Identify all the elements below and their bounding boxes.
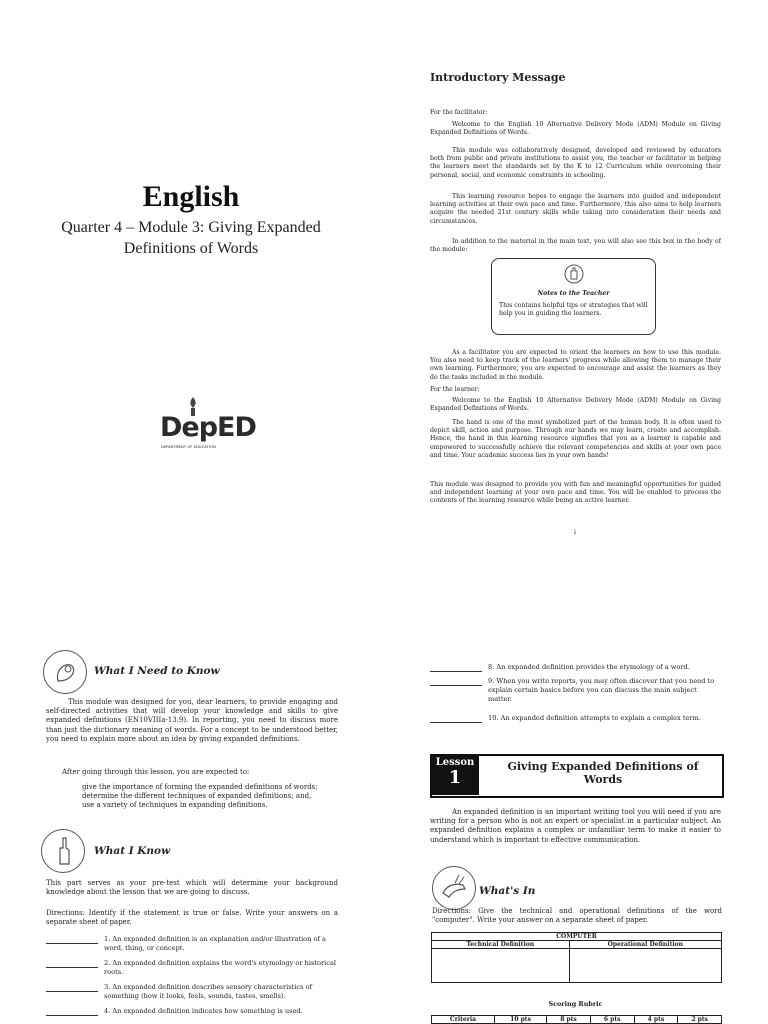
page-number: i: [574, 529, 576, 536]
rubric-header: 10 pts: [494, 1016, 546, 1024]
know-item-1: 1. An expanded definition is an explanation and/or illustration of a word, thing, or concept.: [46, 935, 336, 953]
intro-paragraph-5: As a facilitator you are expected to orient the learners on how to use this module. You also need to keep track of the learners' progress while allowing them to manage their own learning. Furthermore, you are expected to encourage and assist the learners as they do the tasks included in the module.: [430, 349, 721, 381]
know-item-10: 10. An expanded definition attempts to explain a complex term.: [430, 714, 720, 723]
what-i-know-icon: [41, 829, 85, 873]
technical-answer-cell[interactable]: [432, 949, 570, 983]
know-item-2: 2. An expanded definition explains the word's etymology or historical roots.: [46, 959, 336, 977]
answer-blank: [430, 722, 482, 723]
know-item-4: 4. An expanded definition indicates how something is used.: [46, 1007, 336, 1016]
lesson-label: Lesson: [435, 757, 475, 768]
intro-paragraph-4: In addition to the material in the main text, you will also see this box in the body of the module:: [430, 238, 721, 254]
objective-1: give the importance of forming the expanded definitions of words;: [82, 783, 318, 791]
objective-2: determine the different techniques of expanded definitions; and,: [82, 792, 312, 800]
objectives-intro: After going through this lesson, you are expected to:: [62, 768, 250, 776]
answer-blank: [46, 943, 98, 944]
intro-paragraph-8: This module was designed to provide you with fun and meaningful opportunities for guided and independent learning at your own pace and time. You will be enabled to process the contents of the learning resource while being an active learner.: [430, 481, 721, 505]
box-text: This contains helpful tips or strategies that will help you in guiding the learners.: [499, 302, 648, 318]
answer-blank: [46, 991, 98, 992]
rubric-header: 8 pts: [547, 1016, 591, 1024]
lesson-paragraph: An expanded definition is an important writing tool you will need if you are writing for a person who is not an expert or specialist in a particular subject. An expanded definition explains a complex or unfamiliar term to make it easier to understand which is important to effective communication.: [430, 808, 721, 844]
whats-in-title: What's In: [479, 885, 536, 897]
know-item-9: 9. When you write reports, you may often discover that you need to explain certain basics before you can discuss the main subject matter.: [430, 677, 720, 704]
notes-to-teacher-box: [491, 258, 656, 335]
scoring-rubric-table: [431, 1015, 722, 1024]
what-i-know-directions: Directions: Identify if the statement is true or false. Write your answers on a separate sheet of paper.: [46, 909, 338, 927]
intro-paragraph-3: This learning resource hopes to engage the learners into guided and independent learning activities at their own pace and time. Furthermore, this also aims to help learners acquire the needed 21st century skills while taking into consideration their needs and circumstances.: [430, 193, 721, 225]
operational-answer-cell[interactable]: [569, 949, 721, 983]
for-facilitator-label: For the facilitator:: [430, 109, 488, 116]
intro-heading: Introductory Message: [430, 71, 566, 84]
rubric-header: 6 pts: [590, 1016, 634, 1024]
table-header-operational: Operational Definition: [569, 941, 721, 949]
lesson-number: 1: [448, 767, 462, 788]
lesson-tag: [431, 755, 479, 795]
teacher-hand-icon: [564, 263, 584, 285]
know-item-8: 8. An expanded definition provides the etymology of a word.: [430, 663, 720, 672]
cover-subtitle: Quarter 4 – Module 3: Giving Expanded Definitions of Words: [61, 219, 321, 257]
rubric-header: 2 pts: [678, 1016, 722, 1024]
what-i-know-title: What I Know: [94, 845, 171, 857]
lesson-title: Giving Expanded Definitions of Words: [507, 760, 699, 786]
whats-in-directions: Directions: Give the technical and operational definitions of the word "computer". Write your answer on a separate sheet of paper.: [432, 907, 722, 925]
computer-definition-table: [431, 932, 722, 983]
intro-paragraph-2: This module was collaboratively designed, developed and reviewed by educators both from public and private institutions to assist you, the teacher or facilitator in helping the learners meet the standards set by the K to 12 Curriculum while overcoming their personal, social, and economic constraints in schooling.: [430, 147, 721, 179]
logo-text: DepED: [160, 412, 256, 443]
for-learner-label: For the learner:: [430, 386, 480, 393]
cover-title: English: [142, 180, 240, 213]
rubric-header: 4 pts: [634, 1016, 678, 1024]
what-i-know-paragraph: This part serves as your pre-test which will determine your background knowledge about the lesson that we are going to discuss.: [46, 879, 338, 897]
answer-blank: [430, 685, 482, 686]
deped-logo: [160, 408, 256, 456]
need-to-know-title: What I Need to Know: [94, 665, 220, 677]
logo-caption: DEPARTMENT OF EDUCATION: [161, 445, 216, 449]
need-to-know-paragraph: This module was designed for you, dear learners, to provide engaging and self-directed activities that will develop your knowledge and skills to give expanded definitions (EN10VIIIa-13.9). In reporting, you need to discuss more than just the dictionary meaning of words. For a concept to be understood better, you need to explain more about an idea by giving expanded definitions.: [46, 698, 338, 743]
answer-blank: [430, 671, 482, 672]
objective-3: use a variety of techniques in expanding definitions.: [82, 801, 268, 809]
whats-in-icon: [432, 866, 476, 910]
answer-blank: [46, 1015, 98, 1016]
answer-blank: [46, 967, 98, 968]
rubric-header: Criteria: [432, 1016, 495, 1024]
table-header-technical: Technical Definition: [432, 941, 570, 949]
know-item-3: 3. An expanded definition describes sensory characteristics of something (how it looks, feels, sounds, tastes, smells).: [46, 983, 336, 1001]
box-title: Notes to the Teacher: [537, 290, 610, 297]
intro-paragraph-7: The hand is one of the most symbolized part of the human body. It is often used to depict skill, action and purpose. Through our hands we may learn, create and accomplish. Hence, the hand in this learning resource signifies that you as a learner is capable and empowered to successfully achieve the relevant competencies and skills at your own pace and time. Your academic success lies in your own hands!: [430, 419, 721, 459]
rubric-title: Scoring Rubric: [548, 1000, 603, 1008]
table-caption: COMPUTER: [432, 933, 722, 941]
intro-paragraph-6: Welcome to the English 10 Alternative Delivery Mode (ADM) Module on Giving Expanded Definitions of Words.: [430, 397, 721, 413]
need-to-know-icon: [43, 650, 87, 694]
intro-paragraph-1: Welcome to the English 10 Alternative Delivery Mode (ADM) Module on Giving Expanded Definitions of Words.: [430, 121, 721, 137]
